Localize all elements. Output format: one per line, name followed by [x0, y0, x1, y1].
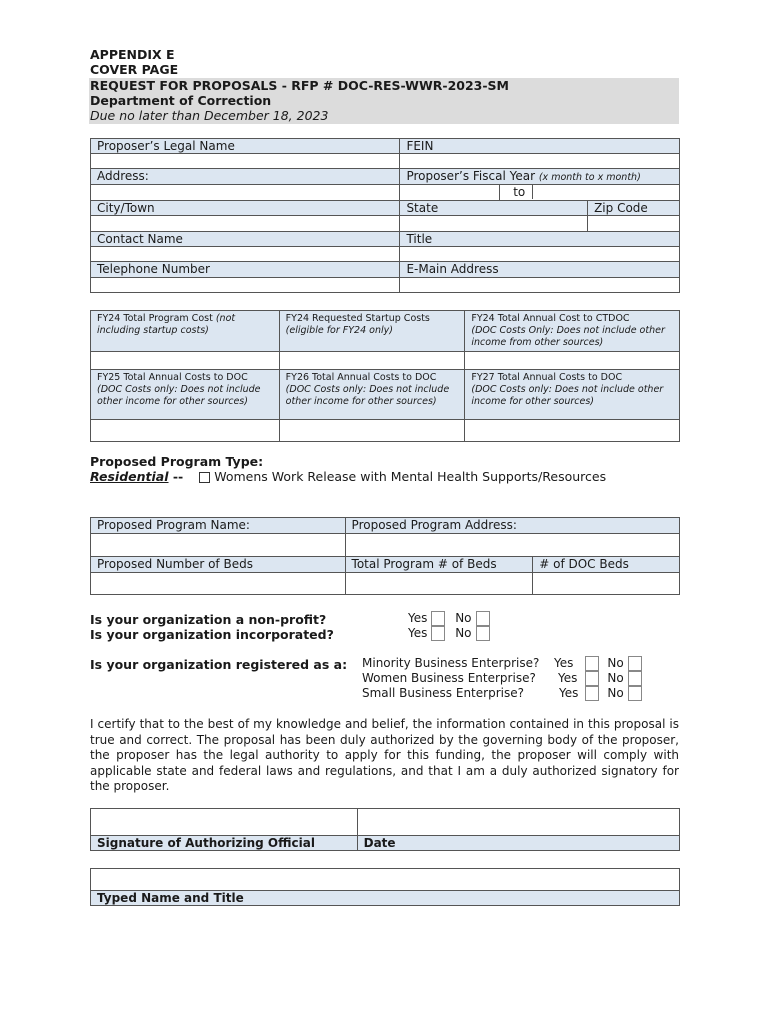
- total-beds-label: Total Program # of Beds: [345, 557, 533, 573]
- program-type-row: Residential -- Womens Work Release with Mental Health Supports/Resources: [90, 469, 607, 484]
- program-name-field[interactable]: [91, 534, 346, 557]
- doc-beds-field[interactable]: [533, 573, 680, 595]
- fiscal-year-start-field[interactable]: [400, 185, 500, 201]
- typed-name-table: [90, 868, 680, 906]
- zip-field[interactable]: [588, 216, 680, 232]
- minority-label: Minority Business Enterprise?: [362, 656, 540, 670]
- phone-field[interactable]: [91, 278, 400, 293]
- state-label: State: [400, 201, 588, 216]
- signature-table: [90, 808, 680, 851]
- legal-name-field[interactable]: [91, 154, 400, 169]
- nonprofit-yes-checkbox[interactable]: [431, 611, 445, 626]
- contact-field[interactable]: [91, 247, 400, 262]
- fein-label: FEIN: [400, 139, 680, 154]
- phone-label: Telephone Number: [91, 262, 400, 278]
- appendix-label: APPENDIX E: [90, 47, 175, 62]
- cover-page-label: COVER PAGE: [90, 62, 179, 77]
- fy24-startup-label: FY24 Requested Startup Costs (eligible for FY24 only): [279, 311, 465, 352]
- fy24-total-field[interactable]: [91, 352, 280, 370]
- zip-label: Zip Code: [588, 201, 680, 216]
- doc-beds-label: # of DOC Beds: [533, 557, 680, 573]
- state-field[interactable]: [400, 216, 588, 232]
- legal-name-label: Proposer’s Legal Name: [91, 139, 400, 154]
- fy24-annual-field[interactable]: [465, 352, 680, 370]
- womens-work-release-checkbox[interactable]: [199, 472, 210, 483]
- email-field[interactable]: [400, 278, 680, 293]
- nonprofit-options: Yes No: [408, 611, 490, 626]
- women-label: Women Business Enterprise?: [362, 671, 536, 685]
- incorporated-question: Is your organization incorporated?: [90, 627, 334, 642]
- fein-field[interactable]: [400, 154, 680, 169]
- small-no-checkbox[interactable]: [628, 686, 642, 701]
- minority-no-checkbox[interactable]: [628, 656, 642, 671]
- costs-table: [90, 310, 680, 442]
- small-yes-checkbox[interactable]: [585, 686, 599, 701]
- program-type-label: Proposed Program Type:: [90, 454, 264, 469]
- residential-label: Residential: [90, 469, 169, 484]
- registration-list: Minority Business Enterprise? Yes No Women Business Enterprise? Yes No Small Business Enterprise? Yes No: [362, 656, 642, 701]
- address-label: Address:: [91, 169, 400, 185]
- certification-text: I certify that to the best of my knowledge and belief, the information contained in this proposal is true and correct. The proposal has been duly authorized by the governing body of the proposer, the proposer has the legal authority to apply for this funding, the proposer will comply with applicable state and federal laws and regulations, and that I am a duly authorized signatory for the proposer.: [90, 717, 679, 793]
- typed-name-label: Typed Name and Title: [91, 891, 680, 906]
- due-date: Due no later than December 18, 2023: [90, 108, 329, 123]
- contact-label: Contact Name: [91, 232, 400, 247]
- fiscal-year-to: to: [500, 185, 588, 201]
- number-of-beds-label: Proposed Number of Beds: [91, 557, 346, 573]
- typed-name-field[interactable]: [91, 869, 680, 891]
- fy24-total-label: FY24 Total Program Cost (not including startup costs): [91, 311, 280, 352]
- registered-question: Is your organization registered as a:: [90, 657, 348, 672]
- signature-label: Signature of Authorizing Official: [91, 836, 358, 851]
- program-address-field[interactable]: [345, 534, 679, 557]
- total-beds-field[interactable]: [345, 573, 533, 595]
- city-label: City/Town: [91, 201, 400, 216]
- nonprofit-question: Is your organization a non-profit?: [90, 612, 327, 627]
- fy27-label: FY27 Total Annual Costs to DOC (DOC Costs only: Does not include other income for other sources): [465, 370, 680, 420]
- fiscal-year-end-field[interactable]: [588, 185, 680, 201]
- women-yes-checkbox[interactable]: [585, 671, 599, 686]
- program-table: [90, 517, 680, 595]
- address-field[interactable]: [91, 185, 400, 201]
- signature-field[interactable]: [91, 809, 358, 836]
- title-label: Title: [400, 232, 680, 247]
- program-name-label: Proposed Program Name:: [91, 518, 346, 534]
- number-of-beds-field[interactable]: [91, 573, 346, 595]
- fy27-field[interactable]: [465, 420, 680, 442]
- small-label: Small Business Enterprise?: [362, 686, 524, 700]
- minority-yes-checkbox[interactable]: [585, 656, 599, 671]
- date-field[interactable]: [357, 809, 679, 836]
- incorporated-yes-checkbox[interactable]: [431, 626, 445, 641]
- incorporated-options: Yes No: [408, 626, 490, 641]
- women-no-checkbox[interactable]: [628, 671, 642, 686]
- fy26-label: FY26 Total Annual Costs to DOC (DOC Costs only: Does not include other income for other sources): [279, 370, 465, 420]
- fiscal-year-label: Proposer’s Fiscal Year (x month to x month): [400, 169, 680, 185]
- proposer-info-table: [90, 138, 680, 293]
- date-label: Date: [357, 836, 679, 851]
- program-address-label: Proposed Program Address:: [345, 518, 679, 534]
- fy26-field[interactable]: [279, 420, 465, 442]
- title-field[interactable]: [400, 247, 680, 262]
- fy24-annual-label: FY24 Total Annual Cost to CTDOC (DOC Costs Only: Does not include other income from other sources): [465, 311, 680, 352]
- email-label: E-Main Address: [400, 262, 680, 278]
- incorporated-no-checkbox[interactable]: [476, 626, 490, 641]
- fy24-startup-field[interactable]: [279, 352, 465, 370]
- nonprofit-no-checkbox[interactable]: [476, 611, 490, 626]
- fy25-label: FY25 Total Annual Costs to DOC (DOC Costs only: Does not include other income for other sources): [91, 370, 280, 420]
- department-name: Department of Correction: [90, 93, 272, 108]
- city-field[interactable]: [91, 216, 400, 232]
- fy25-field[interactable]: [91, 420, 280, 442]
- womens-work-release-label: Womens Work Release with Mental Health Supports/Resources: [214, 469, 607, 484]
- rfp-title: REQUEST FOR PROPOSALS - RFP # DOC-RES-WWR-2023-SM: [90, 78, 509, 93]
